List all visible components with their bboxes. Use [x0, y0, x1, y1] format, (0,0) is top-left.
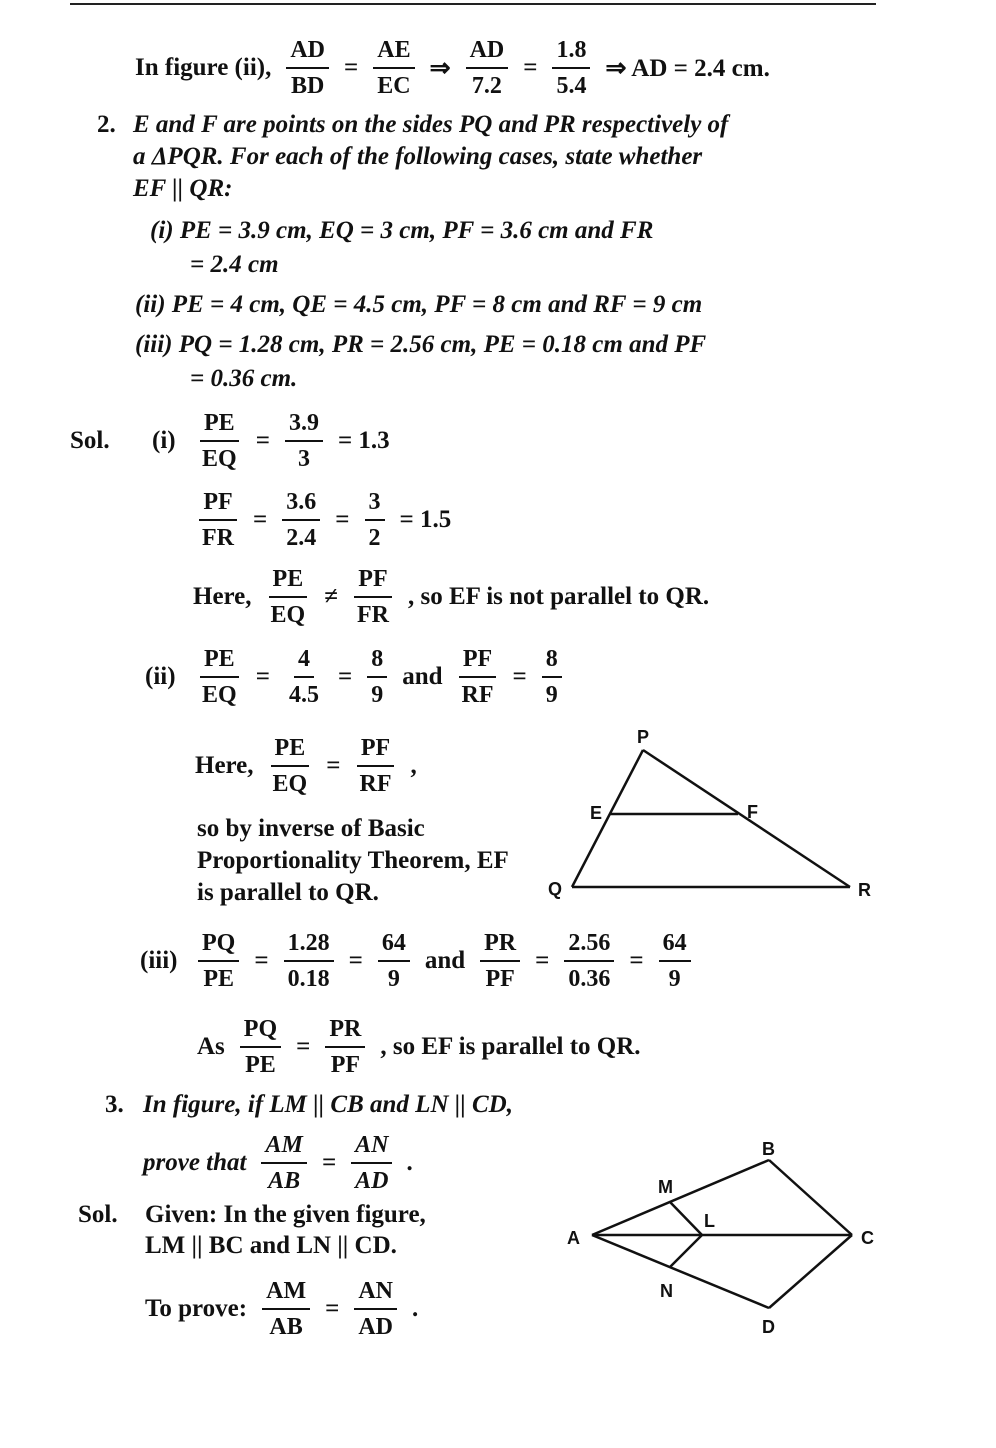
point-l-label: L	[704, 1211, 715, 1231]
numerator: 1.8	[552, 35, 590, 69]
denominator: PE	[203, 966, 234, 992]
math-text: As	[197, 1033, 225, 1060]
q2-case-ii: (ii) PE = 4 cm, QE = 4.5 cm, PF = 8 cm and RF = 9 cm	[135, 291, 703, 318]
point-n-label: N	[660, 1281, 673, 1301]
math-text: =	[535, 947, 550, 974]
denominator: 5.4	[556, 73, 587, 99]
math-text: In figure (ii),	[135, 54, 272, 81]
denominator: EQ	[270, 602, 306, 628]
sol-part-i-label: (i)	[152, 427, 176, 454]
q2-text-line: a ΔPQR. For each of the following cases, state whether	[133, 143, 703, 170]
denominator: EQ	[202, 446, 237, 472]
sol-ii-text: so by inverse of Basic	[197, 815, 425, 842]
denominator: 9	[371, 682, 384, 708]
sol-label: Sol.	[70, 427, 110, 454]
sol3-given: Given: In the given figure,	[145, 1201, 426, 1228]
fraction	[284, 928, 334, 994]
numerator: AM	[261, 1130, 306, 1164]
denominator: EQ	[272, 771, 308, 797]
q3-number: 3.	[105, 1091, 124, 1118]
math-text: =	[255, 427, 270, 454]
sol3-to-prove-row	[138, 1269, 425, 1349]
numerator: AM	[262, 1276, 310, 1310]
math-text: =	[344, 54, 359, 81]
fraction	[325, 1014, 365, 1080]
denominator: 7.2	[471, 73, 502, 99]
numerator: PF	[199, 487, 236, 521]
vertex-c-label: C	[861, 1228, 874, 1248]
denominator: 0.36	[568, 966, 611, 992]
denominator: 9	[545, 682, 558, 708]
numerator: 3.6	[282, 487, 320, 521]
vertex-a-label: A	[567, 1228, 580, 1248]
fraction	[659, 928, 691, 994]
q2-case-i-cont: = 2.4 cm	[190, 251, 279, 278]
math-text: and	[402, 663, 443, 690]
q3-text: In figure, if LM || CB and LN || CD,	[143, 1091, 513, 1118]
fraction	[240, 1014, 281, 1080]
math-text: , so EF is not parallel to QR.	[407, 583, 710, 610]
math-text: ≠	[324, 583, 338, 610]
point-e-label: E	[590, 803, 603, 823]
numerator: AN	[351, 1130, 392, 1164]
denominator: PE	[245, 1052, 276, 1078]
fraction	[198, 928, 239, 994]
fraction	[261, 1130, 306, 1196]
math-text: =	[296, 1033, 311, 1060]
math-text: , so EF is parallel to QR.	[380, 1033, 641, 1060]
q2-case-iii: (iii) PQ = 1.28 cm, PR = 2.56 cm, PE = 0.18 cm and PF	[135, 331, 707, 358]
numerator: AN	[354, 1276, 397, 1310]
numerator: PQ	[240, 1014, 281, 1048]
denominator: FR	[202, 525, 234, 551]
denominator: AD	[358, 1314, 394, 1340]
numerator: 2.56	[564, 928, 614, 962]
math-text: =	[255, 663, 270, 690]
q3-prove-row	[136, 1123, 421, 1203]
sol3-given-cont: LM || BC and LN || CD.	[145, 1232, 397, 1259]
point-m-label: M	[658, 1177, 673, 1197]
math-text: =	[321, 1149, 337, 1176]
denominator: 3	[297, 446, 310, 472]
sol-part-iii-label: (iii)	[140, 947, 178, 974]
vertex-d-label: D	[762, 1317, 775, 1337]
numerator: PE	[200, 408, 239, 442]
math-text: =	[629, 947, 644, 974]
numerator: AD	[286, 35, 329, 69]
math-text: =	[523, 54, 538, 81]
sol-ii-text: is parallel to QR.	[197, 879, 379, 906]
vertex-b-label: B	[762, 1139, 775, 1159]
denominator: EC	[377, 73, 411, 99]
numerator: AE	[373, 35, 414, 69]
numerator: 64	[378, 928, 410, 962]
numerator: PF	[459, 644, 496, 678]
numerator: 64	[659, 928, 691, 962]
q2-text-line: E and F are points on the sides PQ and PR respectively of	[133, 111, 729, 138]
math-text: Here,	[195, 752, 254, 779]
math-text: = 1.5	[399, 506, 452, 533]
fraction	[480, 928, 520, 994]
numerator: 8	[367, 644, 387, 678]
math-text: ⇒	[429, 55, 451, 82]
math-text: =	[512, 663, 527, 690]
denominator: FR	[356, 602, 389, 628]
q2-case-i: (i) PE = 3.9 cm, EQ = 3 cm, PF = 3.6 cm and FR	[150, 217, 654, 244]
math-text: .	[407, 1149, 414, 1176]
point-f-label: F	[747, 802, 758, 822]
sol-ii-text: Proportionality Theorem, EF	[197, 847, 509, 874]
math-text: prove that	[143, 1149, 247, 1176]
denominator: 4.5	[288, 682, 319, 708]
numerator: 4	[294, 644, 314, 678]
numerator: PQ	[198, 928, 239, 962]
math-text: = 1.3	[337, 427, 390, 454]
denominator: 2.4	[286, 525, 317, 551]
math-text: ⇒ AD = 2.4 cm.	[605, 55, 770, 82]
denominator: BD	[291, 73, 325, 99]
q2-case-iii-cont: = 0.36 cm.	[190, 365, 298, 392]
denominator: AB	[268, 1168, 301, 1194]
math-text: =	[337, 663, 353, 690]
sol-part-ii-label: (ii)	[145, 663, 176, 690]
fraction	[378, 928, 410, 994]
denominator: 9	[387, 966, 400, 992]
math-text: Here,	[193, 583, 252, 610]
denominator: RF	[359, 771, 392, 797]
math-text: =	[335, 506, 350, 533]
math-text: =	[253, 506, 268, 533]
vertex-r-label: R	[858, 880, 871, 900]
denominator: RF	[461, 682, 494, 708]
triangle-pqr-figure	[548, 727, 871, 900]
denominator: AD	[355, 1168, 389, 1194]
math-text: =	[325, 1295, 340, 1322]
math-text: .	[412, 1295, 419, 1322]
numerator: PF	[354, 564, 391, 598]
q2-number: 2.	[97, 111, 116, 138]
q2-text-line: EF || QR:	[133, 175, 233, 202]
denominator: 0.18	[287, 966, 330, 992]
numerator: PE	[269, 564, 308, 598]
math-text: ,	[410, 752, 417, 779]
math-text: =	[348, 947, 363, 974]
fraction	[262, 1276, 310, 1342]
math-text: To prove:	[145, 1295, 248, 1322]
denominator: PF	[485, 966, 515, 992]
math-text: and	[424, 947, 466, 974]
numerator: PF	[357, 733, 394, 767]
numerator: PE	[271, 733, 310, 767]
denominator: PF	[330, 1052, 361, 1078]
sol3-label: Sol.	[78, 1201, 118, 1228]
vertex-q-label: Q	[548, 879, 563, 899]
numerator: AD	[466, 35, 509, 69]
denominator: 2	[368, 525, 381, 551]
sol-iii-row	[190, 921, 699, 1001]
fraction	[351, 1130, 392, 1196]
denominator: 9	[668, 966, 681, 992]
numerator: 3	[365, 487, 385, 521]
fraction	[354, 1276, 397, 1342]
vertex-p-label: P	[637, 727, 650, 747]
math-text: =	[254, 947, 269, 974]
math-text: =	[326, 752, 341, 779]
sol-iii-conclusion	[190, 1007, 648, 1087]
numerator: 1.28	[284, 928, 334, 962]
fraction	[564, 928, 614, 994]
numerator: PR	[480, 928, 520, 962]
numerator: PE	[200, 644, 239, 678]
numerator: 8	[542, 644, 562, 678]
numerator: PR	[325, 1014, 365, 1048]
denominator: AB	[269, 1314, 303, 1340]
denominator: EQ	[202, 682, 237, 708]
numerator: 3.9	[285, 408, 323, 442]
kite-abcd-figure	[567, 1139, 874, 1337]
